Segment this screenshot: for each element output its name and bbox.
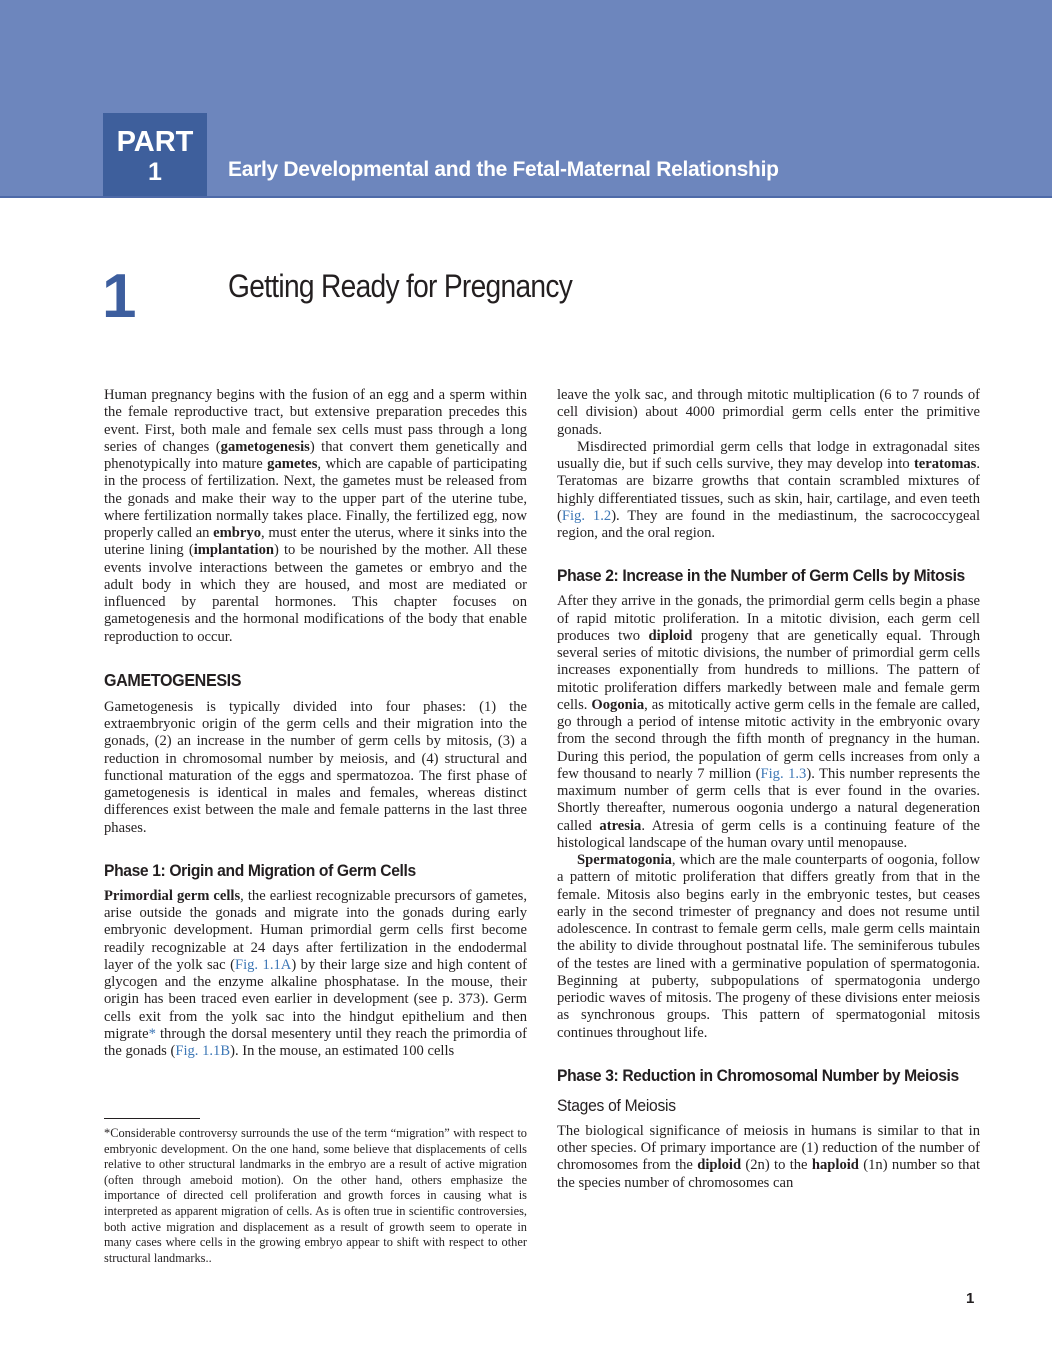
continued-paragraph: leave the yolk sac, and through mitotic multiplication (6 to 7 rounds of cell division) about 4000 primordial germ cells enter the primitive gonads. — [557, 387, 980, 438]
gametogenesis-paragraph: Gametogenesis is typically divided into four phases: (1) the extraembryonic origin of the germ cells and their migration into the gonads, (2) an increase in the number of germ cells by mitosis, (3) a reduction in chromosomal number by meiosis, and (4) structural and functional maturation of the eggs and spermatozoa. The first phase of gametogenesis is identical in males and females, whereas distinct differences exist between the male and female patterns in the last three phases. — [104, 698, 527, 836]
text-run: through the dorsal mesentery until they reach the primordia of the gonads ( — [104, 1025, 527, 1059]
text-run: ). They are found in the mediastinum, the sacrococcygeal region, and the oral region. — [557, 507, 981, 541]
text-run: ). This number represents the maximum number of germ cells that is ever found in the ovaries. Shortly thereafter, numerous oogonia undergo a natural degeneration called — [557, 765, 980, 834]
text-run: (2n) to the — [741, 1157, 812, 1174]
key-term: gametes — [267, 456, 318, 472]
footnote-rule — [104, 1118, 200, 1119]
phase1-paragraph — [104, 888, 527, 1061]
left-column — [104, 387, 527, 1060]
text-run: , as mitotically active germ cells in the female are called, go through a period of intense mitotic activity in the embryonic ovary from the second through the fifth month of pregnancy in the human. During this period, the population of germ cells increases from only a few thousand to nearly 7 million ( — [557, 696, 980, 782]
figure-reference-link[interactable]: Fig. 1.3 — [760, 765, 807, 782]
text-run: (1n) number so that the species number of chromosomes can — [557, 1157, 980, 1191]
text-run: Misdirected primordial germ cells that lodge in extragonadal sites usually die, but if such cells survive, they may develop into — [557, 438, 980, 472]
part-label-box — [103, 113, 207, 196]
section-heading-gametogenesis: GAMETOGENESIS — [104, 669, 242, 690]
text-run: , which are capable of participating in the process of fertilization. Next, the gametes must be released from the gonads and make their way to the upper part of the uterine tube, where fertilization normally takes place. Finally, the fertilized egg, now properly called an — [104, 456, 527, 541]
text-run: . Teratomas are bizarre growths that contain scrambled mixtures of highly differentiated tissues, such as skin, hair, cartilage, and even teeth ( — [557, 456, 980, 524]
key-term: diploid — [648, 627, 693, 644]
key-term: Primordial germ cells — [104, 887, 241, 904]
spermatogonia-paragraph — [557, 852, 980, 1042]
text-run: . Atresia of germ cells is a continuing feature of the histological landscape of the human ovary until menopause. — [557, 817, 980, 851]
text-run: After they arrive in the gonads, the primordial germ cells begin a phase of rapid mitotic proliferation. In a mitotic division, each germ cell produces two — [557, 593, 980, 644]
part-title: Early Developmental and the Fetal-Maternal Relationship — [228, 158, 779, 181]
phase2-paragraph — [557, 593, 980, 852]
figure-reference-link[interactable]: * — [148, 1025, 156, 1042]
text-run: progeny that are genetically equal. Through several series of mitotic divisions, the number of primordial germ cells increases exponentially from hundreds to millions. The pattern of mitotic proliferation differs markedly between male and female germ cells. — [557, 627, 980, 713]
text-run: ). In the mouse, an estimated 100 cells — [230, 1043, 455, 1059]
chapter-number: 1 — [102, 262, 137, 331]
key-term: implantation — [193, 542, 274, 559]
part-number: 1 — [148, 158, 162, 186]
subsection-heading-phase1: Phase 1: Origin and Migration of Germ Cells — [104, 860, 416, 880]
text-run: Human pregnancy begins with the fusion of an egg and a sperm within the female reproductive tract, but extensive preparation precedes this event. First, both male and female sex cells must pass through a long series of changes ( — [104, 387, 527, 455]
subsection-heading-phase3: Phase 3: Reduction in Chromosomal Number by Meiosis — [557, 1065, 959, 1085]
text-run: ) that convert them genetically and phenotypically into mature — [104, 438, 527, 472]
key-term: diploid — [697, 1157, 742, 1174]
key-term: haploid — [811, 1157, 859, 1174]
subsection-heading-phase2: Phase 2: Increase in the Number of Germ Cells by Mitosis — [557, 566, 965, 586]
text-run: , must enter the uterus, where it sinks into the uterine lining ( — [104, 525, 527, 559]
stages-paragraph — [557, 1123, 980, 1192]
part-banner — [0, 0, 1052, 198]
right-column — [557, 387, 980, 1192]
subsubsection-heading-stages: Stages of Meiosis — [557, 1095, 676, 1115]
key-term: embryo — [213, 525, 261, 541]
chapter-title: Getting Ready for Pregnancy — [228, 268, 573, 304]
part-word: PART — [116, 126, 194, 158]
key-term: Spermatogonia — [577, 852, 672, 868]
key-term: teratomas — [913, 456, 977, 472]
text-run: ) to be nourished by the mother. All these events involve interactions between the gametes or embryo and the adult body in which they are housed, and most are mediated or influenced by parental hormones. This chapter focuses on gametogenesis and the hormonal modifications of the body that enable reproduction to occur. — [104, 542, 527, 645]
page-number: 1 — [966, 1290, 975, 1307]
key-term: gametogenesis — [220, 438, 310, 455]
key-term: atresia — [599, 817, 642, 834]
text-run: ) by their large size and high content of glycogen and the enzyme alkaline phosphatase. In the mouse, their origin has been traced even earlier in development (see p. 373). Germ cells exit from the yolk sac into the hindgut epithelium and then migrate — [104, 956, 528, 1042]
teratoma-paragraph — [557, 439, 980, 543]
figure-reference-link[interactable]: Fig. 1.1B — [175, 1043, 231, 1059]
text-run: , the earliest recognizable precursors of gametes, arise outside the gonads and migrate into the gonads during early embryonic development. Human primordial germ cells first become readily recognizable at 24 days after fertilization in the endodermal layer of the yolk sac ( — [104, 887, 527, 973]
text-run: , which are the male counterparts of oogonia, follow a pattern of mitotic proliferation that differs greatly from that in the female. Mitosis also begins early in the embryonic testes, but ceases early in the second trimester of pregnancy and does not resume until adolescence. In contrast to female germ cells, male germ cells maintain the ability to divide throughout postnatal life. The seminiferous tubules of the testes are lined with a germinative population of spermatogonia. Beginning at puberty, subpopulations of spermatogonia undergo periodic waves of mitosis. The progeny of these divisions enter meiosis as synchronous groups. This pattern of spermatogonial mitosis continues throughout life. — [557, 852, 980, 1041]
figure-reference-link[interactable]: Fig. 1.1A — [234, 956, 292, 973]
key-term: Oogonia — [591, 696, 645, 713]
text-run: The biological significance of meiosis in humans is similar to that in other species. Of primary importance are (1) reduction of the number of chromosomes from the — [557, 1122, 980, 1174]
intro-paragraph — [104, 387, 527, 646]
figure-reference-link[interactable]: Fig. 1.2 — [561, 507, 612, 524]
footnote: *Considerable controversy surrounds the use of the term “migration” with respect to embryonic development. On the one hand, some believe that displacements of cells relative to other structural landmarks in the embryo are a result of active migration (often through ameboid motion). On the other hand, others emphasize the importance of directed cell proliferation and growth forces in causing what is interpreted as apparent migration of cells. As is often true in scientific controversies, both active migration and displacement as a result of growth seem to operate in many cases where cells in the growing embryo appear to shift with respect to other structural landmarks.. — [104, 1126, 527, 1265]
